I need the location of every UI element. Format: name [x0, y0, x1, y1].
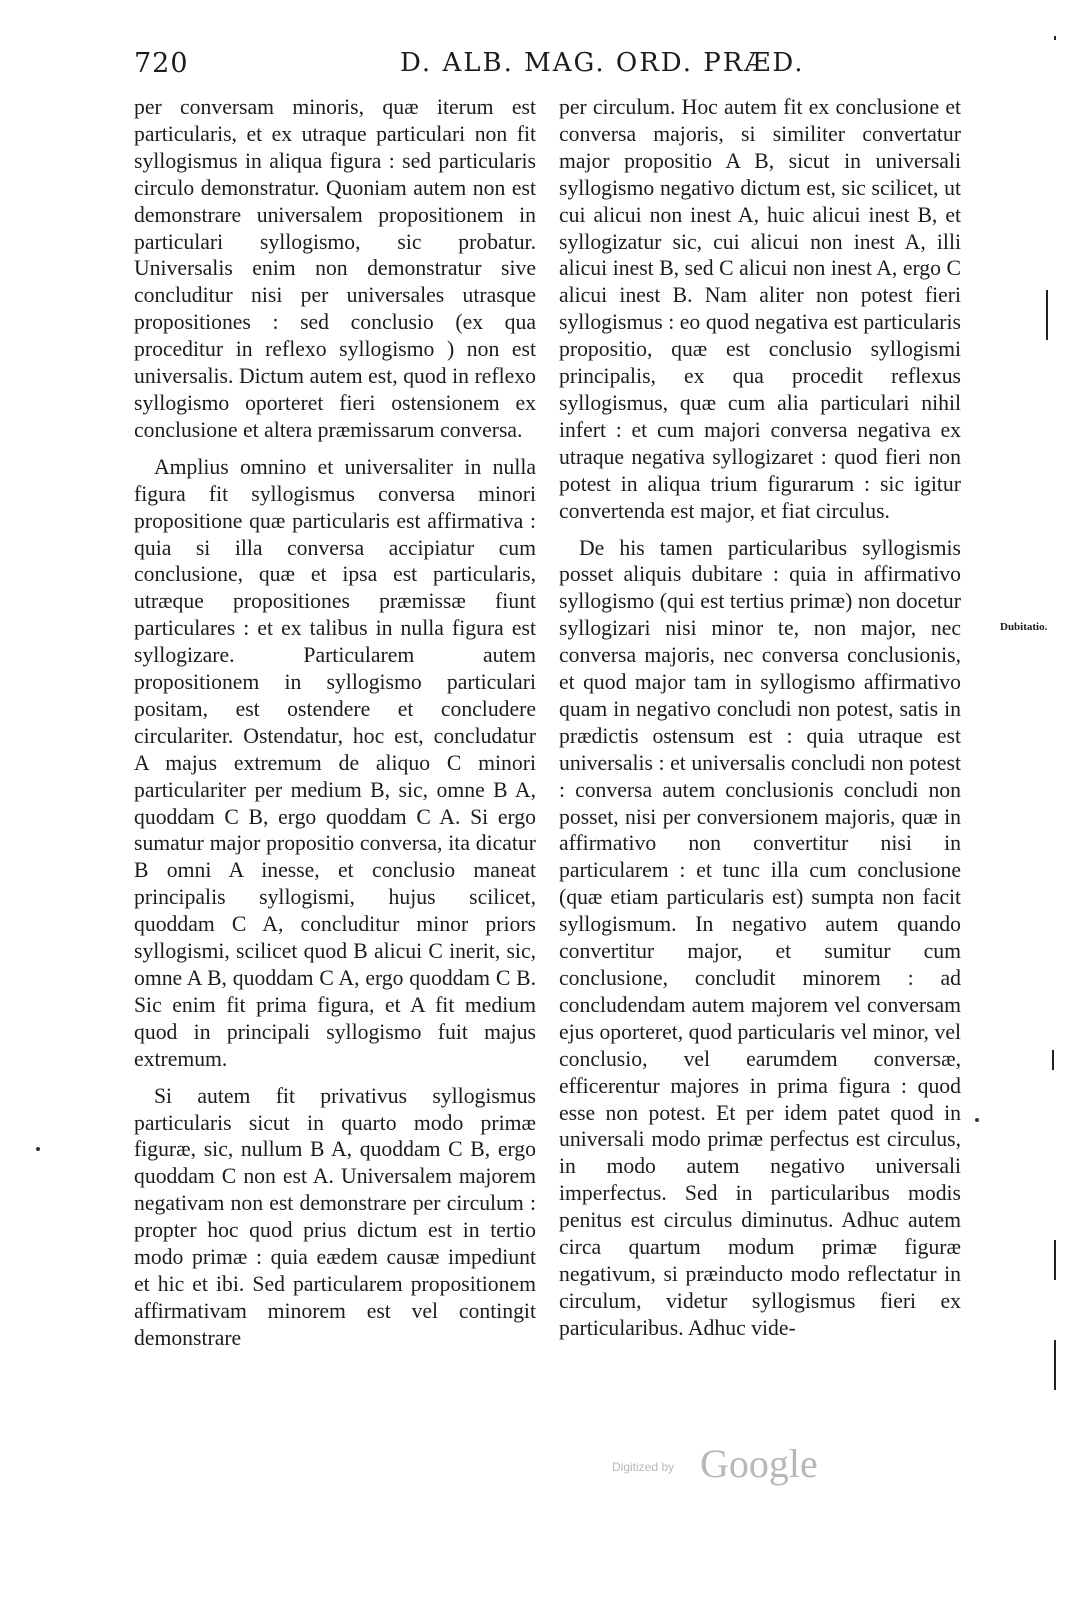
scan-edge-mark: [1054, 1340, 1056, 1390]
scan-edge-mark: [1046, 290, 1048, 340]
google-watermark: [612, 1440, 832, 1486]
scan-edge-mark: [1054, 1240, 1056, 1280]
scan-edge-mark: [1052, 1050, 1054, 1070]
running-title: D. ALB. MAG. ORD. PRÆD.: [400, 48, 805, 78]
scan-edge-mark: [1054, 36, 1056, 40]
paragraph: Amplius omnino et universaliter in nulla figura fit syllogismus conversa minori propositione quæ particularis est affirmativa : quia si illa conversa accipiatur cum conclusione, quæ et ipsa est particularis, utræque propositiones præmissæ fiunt particulares : et ex talibus in nulla figura est syllogizare. Particularem autem propositionem in syllogismo particulari positam, est ostendere et concludere circulariter. Ostendatur, hoc est, concludatur A majus extremum de aliquo C minori particulariter per medium B, sic, omne B A, quoddam C B, ergo quoddam C A. Si ergo sumatur major propositio conversa, ita dicatur B omni A inesse, et conclusio maneat principalis syllogismi, hujus scilicet, quoddam C A, concluditur minor priors syllogismi, scilicet quod B alicui C inerit, sic, omne A B, quoddam C A, ergo quoddam C B. Sic enim fit prima figura, et A fit medium quod in principali syllogismo fuit majus extremum.: [134, 454, 536, 1071]
watermark-prefix: Digitized by: [612, 1460, 675, 1474]
scan-dot: [36, 1147, 40, 1151]
scan-dot: [975, 1118, 979, 1122]
watermark-brand: Google: [700, 1441, 818, 1486]
right-column: [559, 94, 961, 1342]
paragraph: Si autem fit privativus syllogismus particularis sicut in quarto modo primæ figuræ, sic, nullum B A, quoddam C B, ergo quoddam C non est A. Universalem majorem negativam non est demonstrare per circulum : propter hoc quod prius dictum est in tertio modo primæ : quia eædem causæ impediunt et hic et ibi. Sed particularem propositionem affirmativam minorem est vel contingit demonstrare: [134, 1083, 536, 1350]
margin-note: Dubitatio.: [1000, 621, 1048, 633]
page-header: [0, 48, 1081, 88]
left-column: [134, 94, 536, 1352]
page-number: 720: [134, 48, 189, 79]
paragraph: De his tamen particularibus syllogismis posset aliquis dubitare : quia in affirmativo syllogismo (qui est tertius primæ) non docetur syllogizari nisi minor te, non major, nec conversa majoris, nec conversa conclusionis, et quod major tam in syllogismo affirmativo quam in negativo concludi non potest, satis in prædictis ostensum est : quia utraque est universalis : et universalis concludi non potest : conversa autem conclusionis concludi non posset, nisi per conversionem majoris, quæ in affirmativo non convertitur nisi in particularem : et tunc illa cum conclusione (quæ etiam particularis est) sumpta non facit syllogismum. In negativo autem quando convertitur major, et sumitur cum conclusione, concludit minorem : ad concludendam autem majorem vel conversam ejus oporteret, quod particularis vel minor, vel conclusio, vel earumdem conversæ, efficerentur majores in prima figura : quod esse non potest. Et per idem patet quod in universali modo primæ perfectus est circulus, in modo autem negativo universali imperfectus. Sed in particularibus modis penitus est circulus diminutus. Adhuc autem circa quartum modum primæ figuræ negativum, si præinducto modo reflectatur in circulum, videtur syllogismus fieri ex particularibus. Adhuc vide-: [559, 535, 961, 1340]
paragraph: per conversam minoris, quæ iterum est particularis, et ex utraque particulari non fit syllogismus in aliqua figura : sed particularis circulo demonstratur. Quoniam autem non est demonstrare universalem propositionem in particulari syllogismo, sic probatur. Universalis enim non demonstratur sive concluditur nisi per universales utrasque propositiones : sed conclusio (ex qua proceditur in reflexo syllogismo ) non est universalis. Dictum autem est, quod in reflexo syllogismo oporteret fieri ostensionem ex conclusione et altera præmissarum conversa.: [134, 95, 536, 442]
paragraph: per circulum. Hoc autem fit ex conclusione et conversa majoris, si similiter convertatur major propositio A B, sicut in universali syllogismo negativo dictum est, sic scilicet, ut cui alicui non inest A, huic alicui inest B, et syllogizatur sic, cui alicui non inest A, illi alicui inest B, sed C alicui non inest A, ergo C alicui inest B. Nam aliter non potest fieri syllogismus : eo quod negativa est particularis propositio, quæ est conclusio syllogismi principalis, ex qua procedit reflexus syllogismus, quæ cum alia particulari nihil infert : et cum majori conversa negativa ex utraque negativa syllogizaret : quod fieri non potest in aliqua trium figurarum : sic igitur convertenda est major, et fiat circulus.: [559, 95, 961, 523]
